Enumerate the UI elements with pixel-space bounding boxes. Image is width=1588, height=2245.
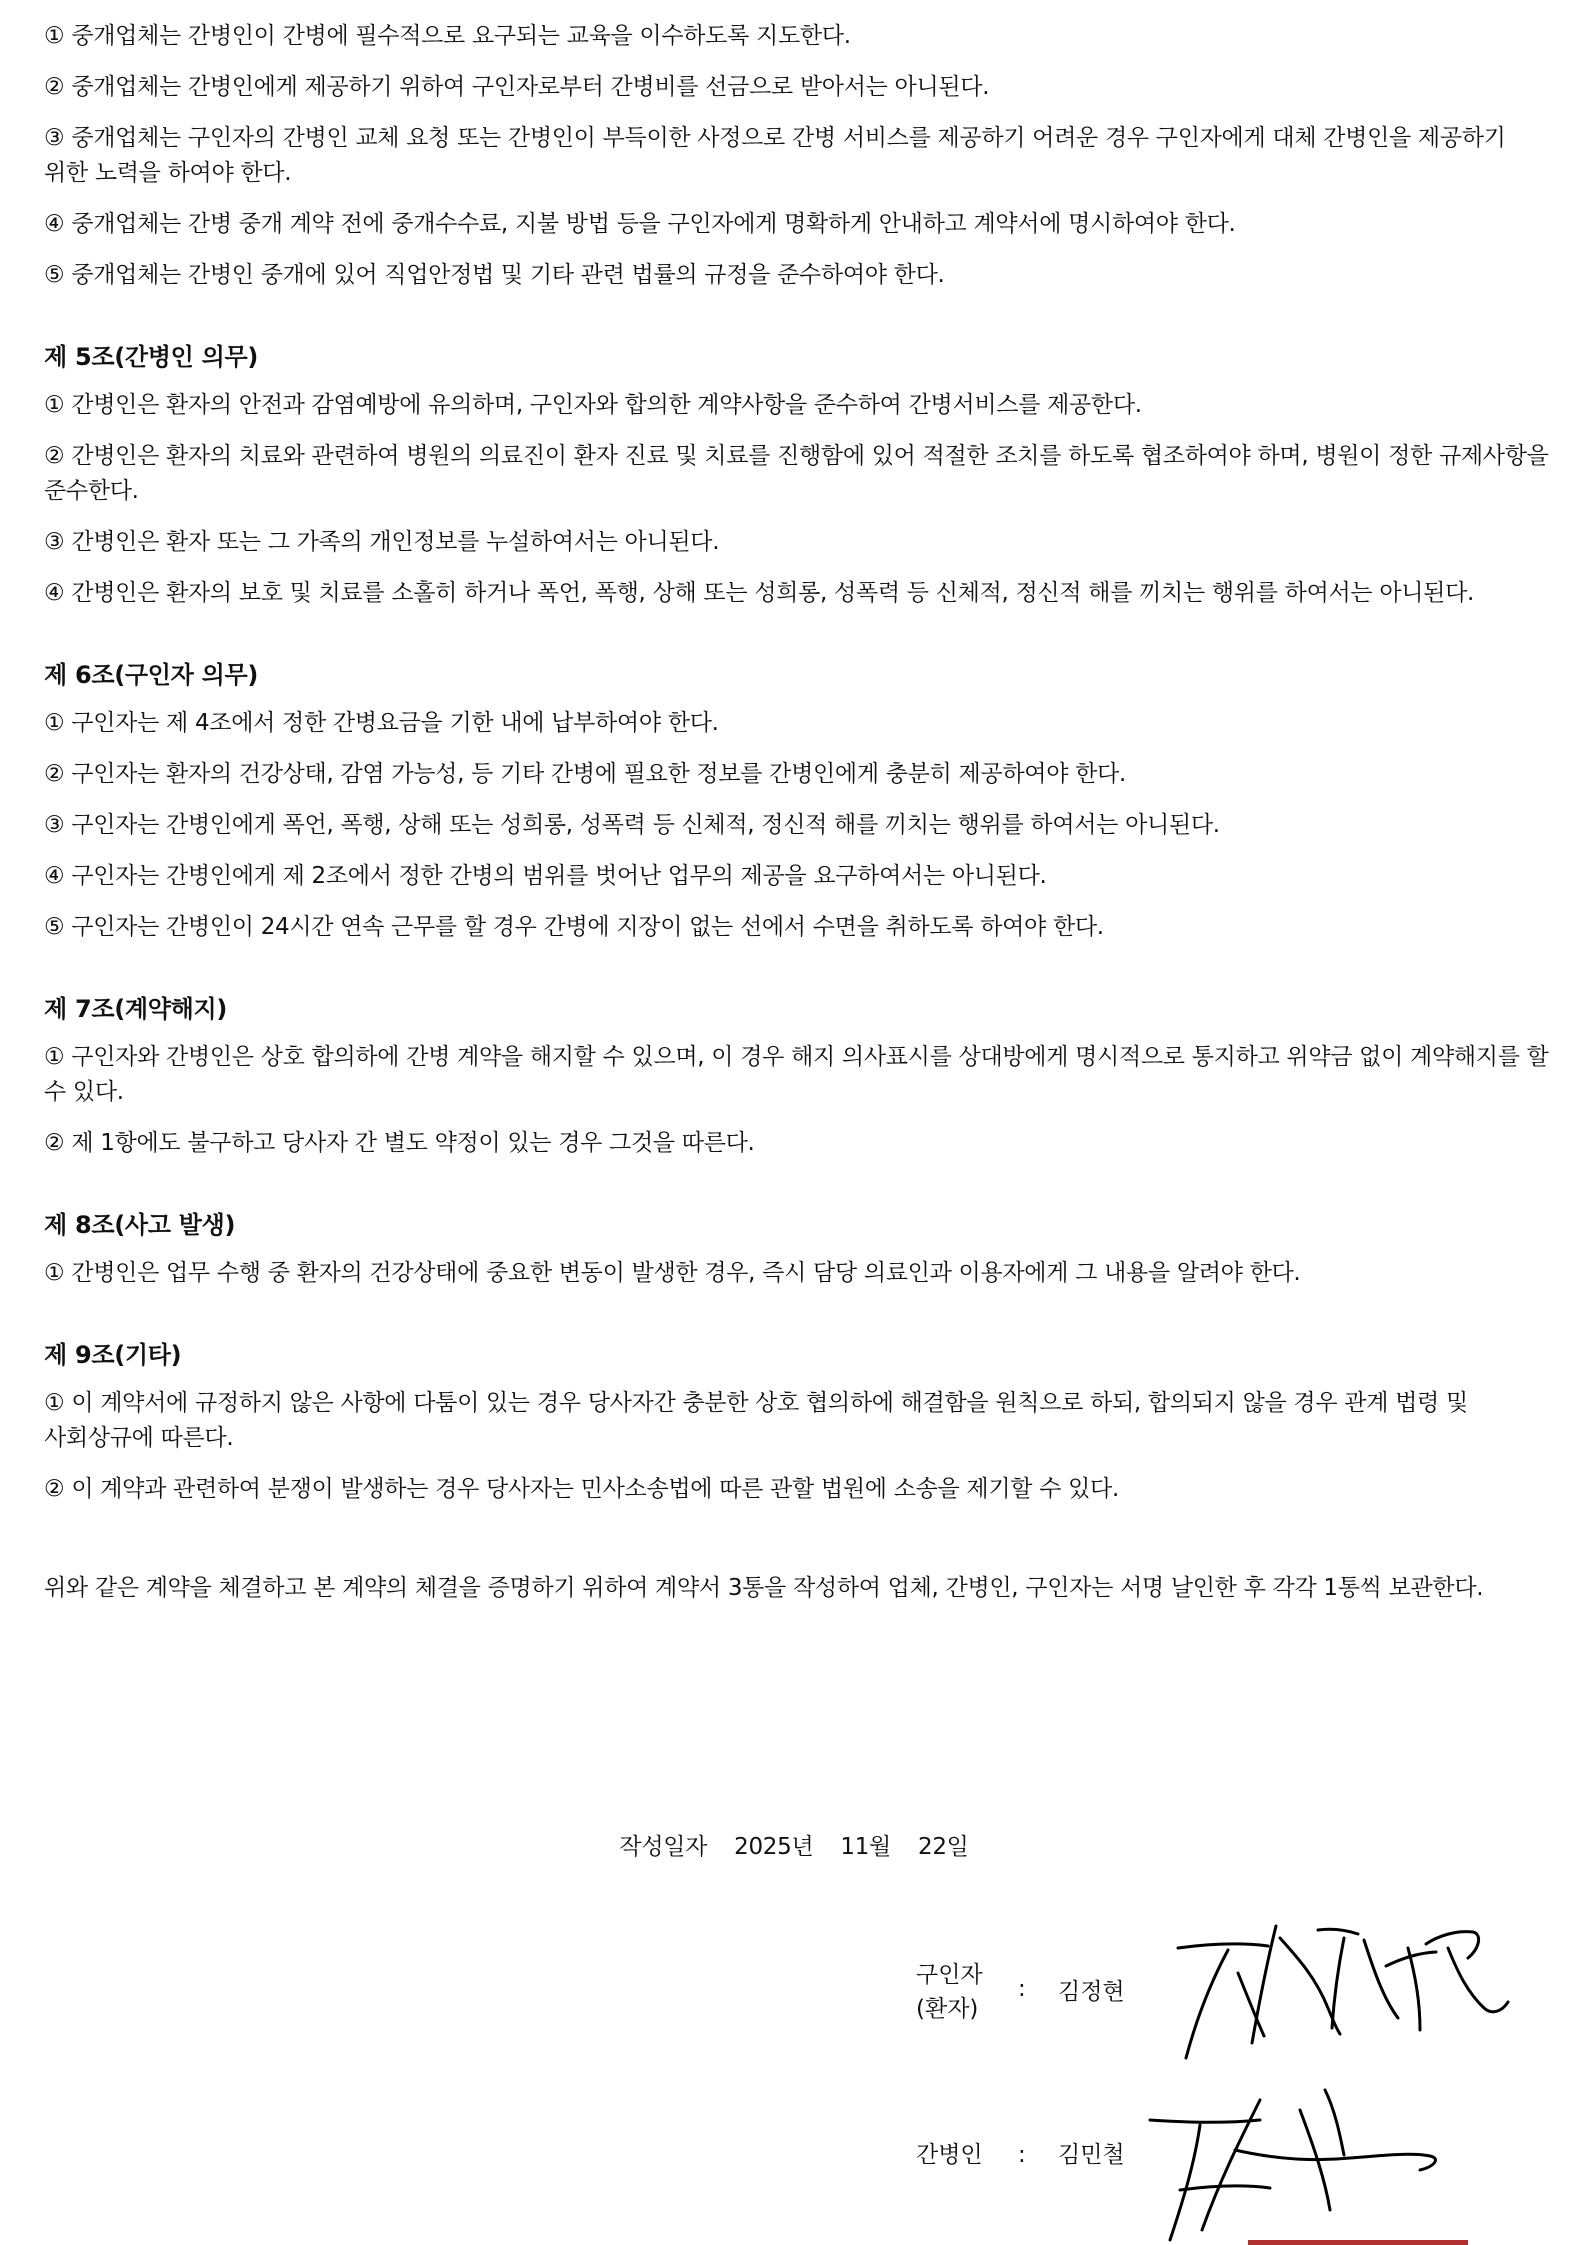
article-7-item-1: ① 구인자와 간병인은 상호 합의하에 간병 계약을 해지할 수 있으며, 이 경우 해지 의사표시를 상대방에게 명시적으로 통지하고 위약금 없이 계약해지를 할 수 있다. [44, 1044, 1549, 1105]
caregiver-handwritten-signature [1140, 2080, 1470, 2245]
article-5-item-2: ② 간병인은 환자의 치료와 관련하여 병원의 의료진이 환자 진료 및 치료를 진행함에 있어 적절한 조치를 하도록 협조하여야 하며, 병원이 정한 규제사항을 준수한다. [44, 443, 1549, 504]
article-9-item-2: ② 이 계약과 관련하여 분쟁이 발생하는 경우 당사자는 민사소송법에 따른 관할 법원에 소송을 제기할 수 있다. [44, 1476, 1119, 1502]
caregiver-name: 김민철 [1058, 2142, 1125, 2168]
article-6-item-3: ③ 구인자는 간병인에게 폭언, 폭행, 상해 또는 성희롱, 성폭력 등 신체적, 정신적 해를 끼치는 행위를 하여서는 아니된다. [44, 812, 1220, 838]
article-5-title: 제 5조(간병인 의무) [44, 343, 259, 371]
article-5-item-1: ① 간병인은 환자의 안전과 감염예방에 유의하며, 구인자와 합의한 계약사항을 준수하여 간병서비스를 제공한다. [44, 392, 1142, 418]
article-9-title: 제 9조(기타) [44, 1341, 182, 1369]
caregiver-label: 간병인 [916, 2142, 983, 2168]
article-6-item-2: ② 구인자는 환자의 건강상태, 감염 가능성, 등 기타 간병에 필요한 정보를 간병인에게 충분히 제공하여야 한다. [44, 761, 1126, 787]
article-8-item-1: ① 간병인은 업무 수행 중 환자의 건강상태에 중요한 변동이 발생한 경우, 즉시 담당 의료인과 이용자에게 그 내용을 알려야 한다. [44, 1260, 1301, 1286]
article-5 [44, 339, 1554, 611]
date-month: 11월 [840, 1834, 891, 1860]
article-4-item-4: ④ 중개업체는 간병 중개 계약 전에 중개수수료, 지불 방법 등을 구인자에게 명확하게 안내하고 계약서에 명시하여야 한다. [44, 211, 1236, 237]
article-5-item-4: ④ 간병인은 환자의 보호 및 치료를 소홀히 하거나 폭언, 폭행, 상해 또는 성희롱, 성폭력 등 신체적, 정신적 해를 끼치는 행위를 하여서는 아니된다. [44, 580, 1475, 606]
client-name: 김정현 [1058, 1979, 1125, 2005]
caregiver-colon: : [1018, 2142, 1026, 2168]
footer-accent-bar [1248, 2240, 1468, 2245]
article-8 [44, 1207, 1554, 1291]
article-6-item-1: ① 구인자는 제 4조에서 정한 간병요금을 기한 내에 납부하여야 한다. [44, 710, 719, 736]
article-4-item-2: ② 중개업체는 간병인에게 제공하기 위하여 구인자로부터 간병비를 선금으로 받아서는 아니된다. [44, 74, 990, 100]
article-6-item-4: ④ 구인자는 간병인에게 제 2조에서 정한 간병의 범위를 벗어난 업무의 제공을 요구하여서는 아니된다. [44, 863, 1047, 889]
client-colon: : [1018, 1976, 1026, 2002]
article-5-item-3: ③ 간병인은 환자 또는 그 가족의 개인정보를 누설하여서는 아니된다. [44, 529, 720, 555]
date-day: 22일 [918, 1834, 969, 1860]
article-7-item-2: ② 제 1항에도 불구하고 당사자 간 별도 약정이 있는 경우 그것을 따른다. [44, 1130, 755, 1156]
article-8-title: 제 8조(사고 발생) [44, 1211, 236, 1239]
article-6-title: 제 6조(구인자 의무) [44, 661, 259, 689]
article-4-continuation [44, 0, 1554, 293]
article-4-item-1: ① 중개업체는 간병인이 간병에 필수적으로 요구되는 교육을 이수하도록 지도한다. [44, 23, 851, 49]
article-9 [44, 1337, 1554, 1507]
closing-statement: 위와 같은 계약을 체결하고 본 계약의 체결을 증명하기 위하여 계약서 3통을 작성하여 업체, 간병인, 구인자는 서명 날인한 후 각각 1통씩 보관한다. [44, 1575, 1484, 1601]
client-handwritten-signature [1168, 1918, 1518, 2068]
article-9-item-1: ① 이 계약서에 규정하지 않은 사항에 다툼이 있는 경우 당사자간 충분한 상호 협의하에 해결함을 원칙으로 하되, 합의되지 않을 경우 관계 법령 및 사회상규에 따른다. [44, 1390, 1468, 1451]
signing-date [0, 1828, 1588, 1861]
article-7 [44, 991, 1554, 1161]
date-label: 작성일자 [619, 1834, 708, 1860]
article-4-item-3: ③ 중개업체는 구인자의 간병인 교체 요청 또는 간병인이 부득이한 사정으로 간병 서비스를 제공하기 어려운 경우 구인자에게 대체 간병인을 제공하기 위한 노력을 하여야 한다. [44, 125, 1506, 186]
article-6 [44, 657, 1554, 945]
client-label-line1: 구인자 [916, 1962, 983, 1988]
client-label [916, 1958, 1006, 2026]
contract-document [44, 0, 1554, 1622]
client-label-line2: (환자) [916, 1996, 979, 2022]
date-year: 2025년 [734, 1834, 814, 1860]
article-6-item-5: ⑤ 구인자는 간병인이 24시간 연속 근무를 할 경우 간병에 지장이 없는 선에서 수면을 취하도록 하여야 한다. [44, 914, 1104, 940]
article-4-item-5: ⑤ 중개업체는 간병인 중개에 있어 직업안정법 및 기타 관련 법률의 규정을 준수하여야 한다. [44, 262, 945, 288]
article-7-title: 제 7조(계약해지) [44, 995, 228, 1023]
